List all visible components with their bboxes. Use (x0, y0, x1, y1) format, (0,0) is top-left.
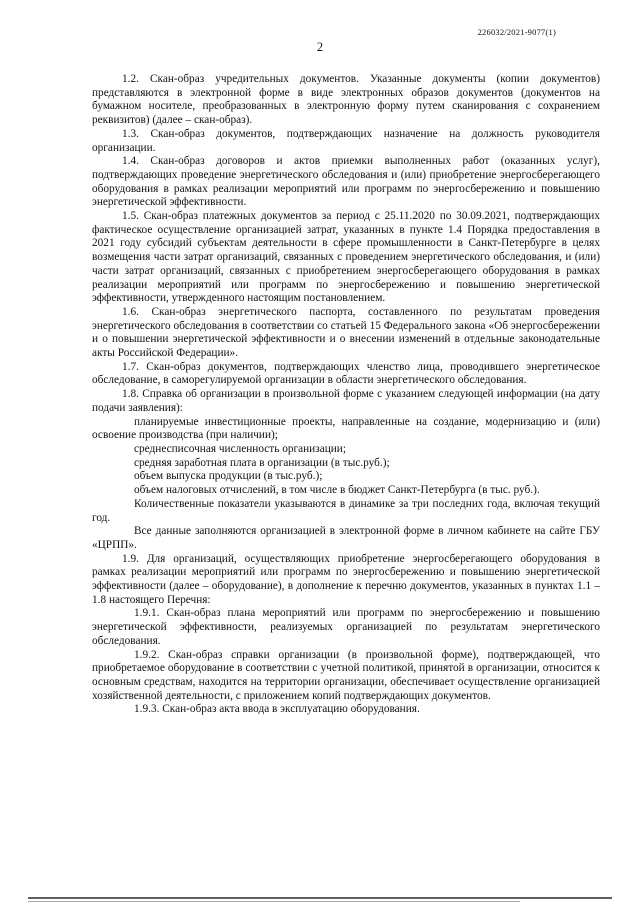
list-item-headcount: среднесписочная численность организации; (134, 442, 346, 455)
paragraph-1-9-2: 1.9.2. Скан-образ справки организации (в произвольной форме), подтверждающей, что приобретаемое оборудование в соответствии с учетной политикой, принятой в организации, относится к основным средствам, находится на территории организации, обеспечивает осуществление организацией хозяйственной деятельности, с приложением копий подтверждающих документов. (92, 648, 600, 702)
list-item-average-salary: средняя заработная плата в организации (в тыс.руб.); (134, 456, 390, 469)
paragraph-1-2: 1.2. Скан-образ учредительных документов. Указанные документы (копии документов) представляются в электронной форме в виде электронных образов документов (документов на бумажном носителе, преобразованных в электронную форму путем сканирования с сохранением реквизитов) (далее – скан-образ). (92, 73, 600, 127)
paragraph-1-9-1: 1.9.1. Скан-образ плана мероприятий или программ по энергосбережению и повышению энергетической эффективности, реализуемых организацией по результатам энергетического обследования. (92, 607, 600, 647)
list-item-output-volume: объем выпуска продукции (в тыс.руб.); (134, 470, 323, 483)
paragraph-indicators-dynamics: Количественные показатели указываются в динамике за три последних года, включая текущий год. (92, 497, 600, 524)
paragraph-1-9: 1.9. Для организаций, осуществляющих приобретение энергосберегающего оборудования в рамках реализации мероприятий или программ по энергосбережению и повышению энергетической эффективности (далее – оборудование), в дополнение к перечню документов, указанных в пунктах 1.1 – 1.8 настоящего Перечня: (92, 552, 600, 606)
paragraph-1-5: 1.5. Скан-образ платежных документов за период с 25.11.2020 по 30.09.2021, подтверждающих фактическое осуществление организацией затрат, указанных в пункте 1.4 Порядка предоставления в 2021 году субсидий субъектам деятельности в сфере промышленности в Санкт-Петербурге в целях возмещения части затрат организаций, связанных с проведением энергетического обследования, и (или) части затрат организаций, связанных с приобретением энергосберегающего оборудования в рамках реализации мероприятий или программ по энергосбережению и повышению энергетической эффективности, утвержденного настоящим постановлением. (92, 210, 600, 305)
scan-bottom-edge-line (28, 897, 612, 899)
paragraph-personal-cabinet: Все данные заполняются организацией в электронной форме в личном кабинете на сайте ГБУ «ЦРПП». (92, 525, 600, 551)
paragraph-1-4: 1.4. Скан-образ договоров и актов приемки выполненных работ (оказанных услуг), подтверждающих проведение энергетического обследования и (или) приобретение энергосберегающего оборудования в рамках реализации мероприятий или программ по энергосбережению и повышению энергетической эффективности. (92, 155, 600, 209)
list-item-investment-projects: планируемые инвестиционные проекты, направленные на создание, модернизацию и (или) освоение производства (при наличии); (92, 415, 600, 442)
list-item-tax-deductions: объем налоговых отчислений, в том числе в бюджет Санкт-Петербурга (в тыс. руб.). (134, 484, 540, 497)
page-number: 2 (316, 40, 324, 54)
document-registration-number: 226032/2021-9077(1) (477, 27, 556, 37)
paragraph-1-6: 1.6. Скан-образ энергетического паспорта, составленного по результатам проведения энергетического обследования в соответствии со статьей 15 Федерального закона «Об энергосбережении и о повышении энергетической эффективности и о внесении изменений в отдельные законодательные акты Российской Федерации». (92, 305, 600, 360)
paragraph-1-3: 1.3. Скан-образ документов, подтверждающих назначение на должность руководителя организации. (92, 127, 600, 154)
paragraph-1-8: 1.8. Справка об организации в произвольной форме с указанием следующей информации (на дату подачи заявления): (92, 388, 600, 414)
scan-bottom-edge-line-secondary (28, 901, 520, 902)
paragraph-1-7: 1.7. Скан-образ документов, подтверждающих членство лица, проводившего энергетическое обследование, в саморегулируемой организации в области энергетического обследования. (92, 360, 600, 387)
paragraph-1-9-3: 1.9.3. Скан-образ акта ввода в эксплуатацию оборудования. (134, 703, 420, 716)
